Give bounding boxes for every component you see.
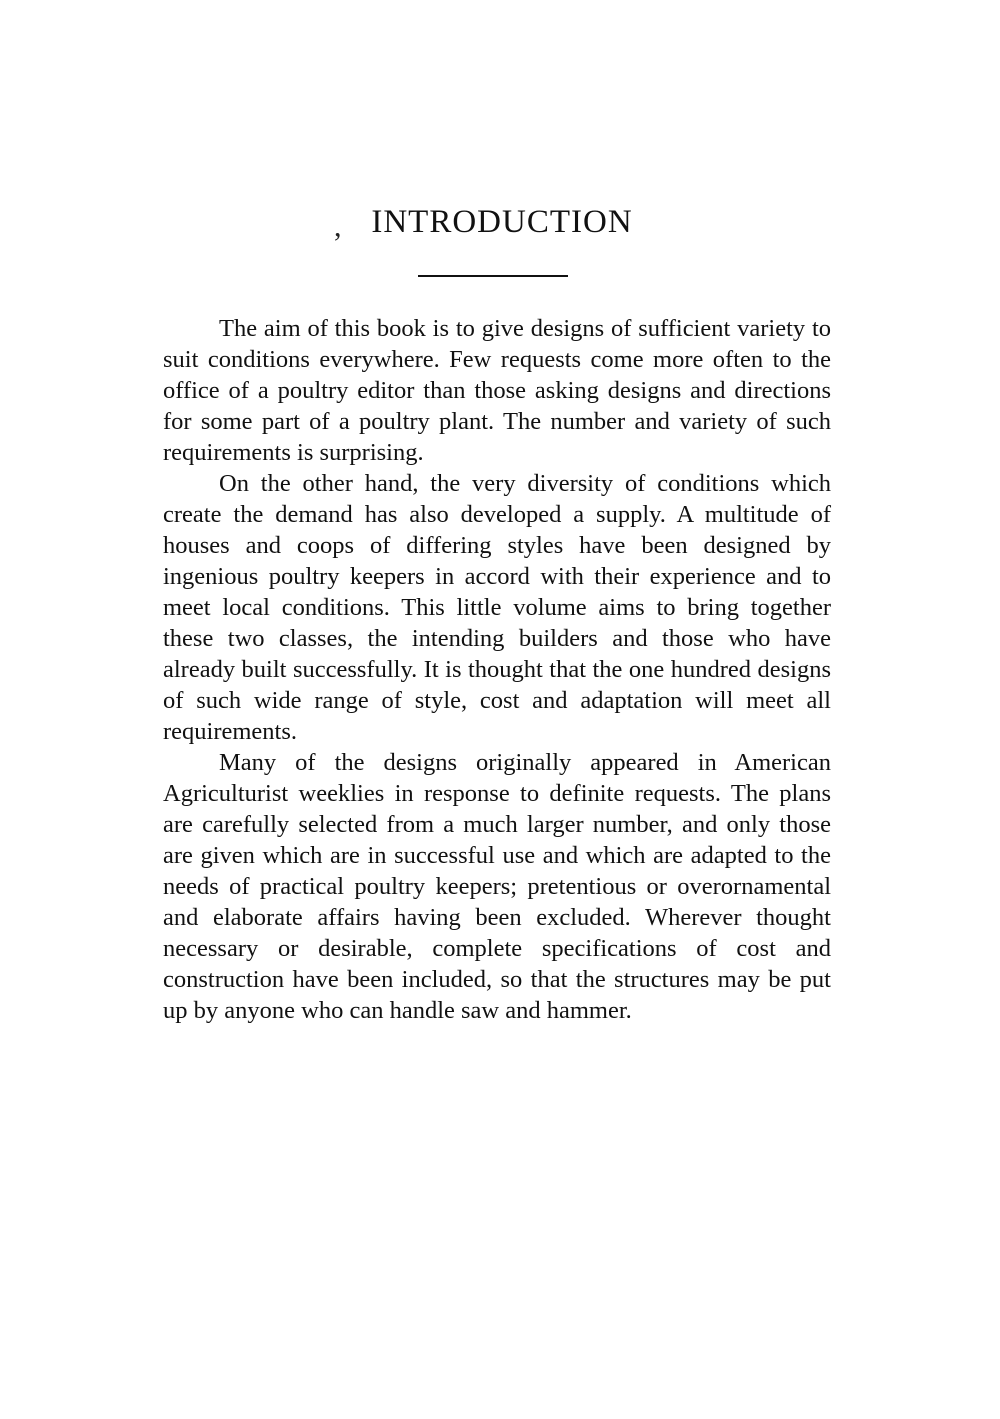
title-divider	[418, 275, 568, 277]
paragraph-1: The aim of this book is to give designs of sufficient variety to suit conditions everywhere. Few requests come more often to the office of a poultry editor than those asking designs and directions for some part of a poultry plant. The number and variety of such requirements is surprising.	[163, 315, 831, 466]
introduction-text	[163, 313, 831, 1026]
paragraph-3: Many of the designs originally appeared in American Agriculturist weeklies in response to definite requests. The plans are carefully selected from a much larger number, and only those are given which are in successful use and which are adapted to the needs of practical poultry keepers; pretentious or overornamental and elaborate affairs having been excluded. Wherever thought necessary or desirable, complete specifications of cost and construction have been included, so that the structures may be put up by anyone who can handle saw and hammer.	[163, 749, 831, 1024]
paragraph-2: On the other hand, the very diversity of conditions which create the demand has also developed a supply. A multitude of houses and coops of differing styles have been designed by ingenious poultry keepers in accord with their experience and to meet local conditions. This little volume aims to bring together these two classes, the intending builders and those who have already built successfully. It is thought that the one hundred designs of such wide range of style, cost and adaptation will meet all requirements.	[163, 470, 831, 745]
page-title: INTRODUCTION	[371, 204, 633, 240]
stray-print-mark: ,	[334, 210, 342, 243]
